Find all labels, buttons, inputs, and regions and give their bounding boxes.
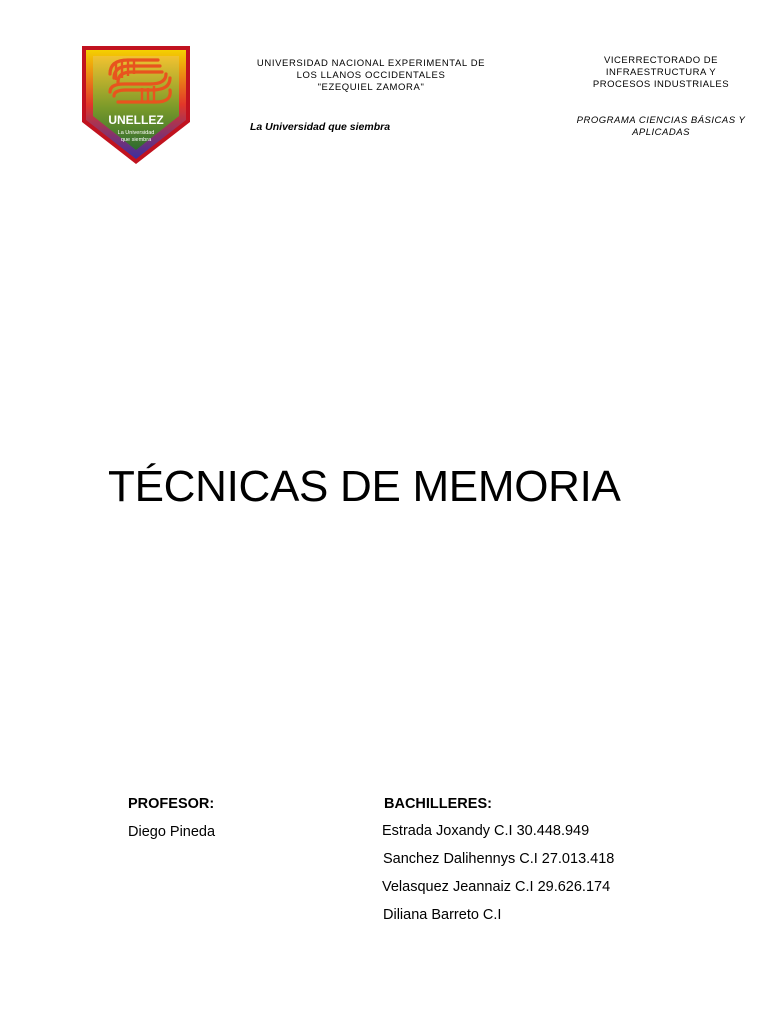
student-item: Estrada Joxandy C.I 30.448.949 (382, 823, 590, 839)
students-label: BACHILLERES: (384, 796, 492, 812)
vicerrectorado-line-1: VICERRECTORADO DE (604, 55, 718, 66)
unellez-logo (80, 44, 192, 166)
vicerrectorado-block (574, 55, 748, 91)
university-line-2: LOS LLANOS OCCIDENTALES (296, 70, 446, 81)
logo-subtitle-line-2: que siembra (120, 137, 152, 143)
program-block (572, 115, 750, 139)
logo-name: UNELLEZ (108, 113, 164, 127)
document-title: TÉCNICAS DE MEMORIA (108, 462, 621, 511)
university-tagline: La Universidad que siembra (250, 121, 391, 133)
student-item: Diliana Barreto C.I (383, 907, 502, 923)
professor-label: PROFESOR: (128, 796, 215, 812)
vicerrectorado-line-2: INFRAESTRUCTURA Y (605, 67, 717, 78)
university-line-3: "EZEQUIEL ZAMORA" (317, 82, 425, 93)
program-line-2: APLICADAS (632, 127, 690, 138)
student-item: Sanchez Dalihennys C.I 27.013.418 (383, 851, 615, 867)
university-name-block (252, 58, 490, 94)
student-item: Velasquez Jeannaiz C.I 29.626.174 (382, 879, 611, 895)
logo-subtitle-line-1: La Universidad (117, 130, 155, 136)
professor-name: Diego Pineda (128, 824, 216, 840)
vicerrectorado-line-3: PROCESOS INDUSTRIALES (592, 79, 730, 90)
unellez-shield-icon (80, 44, 192, 166)
university-line-1: UNIVERSIDAD NACIONAL EXPERIMENTAL DE (256, 58, 486, 69)
program-line-1: PROGRAMA CIENCIAS BÁSICAS Y (576, 115, 746, 126)
